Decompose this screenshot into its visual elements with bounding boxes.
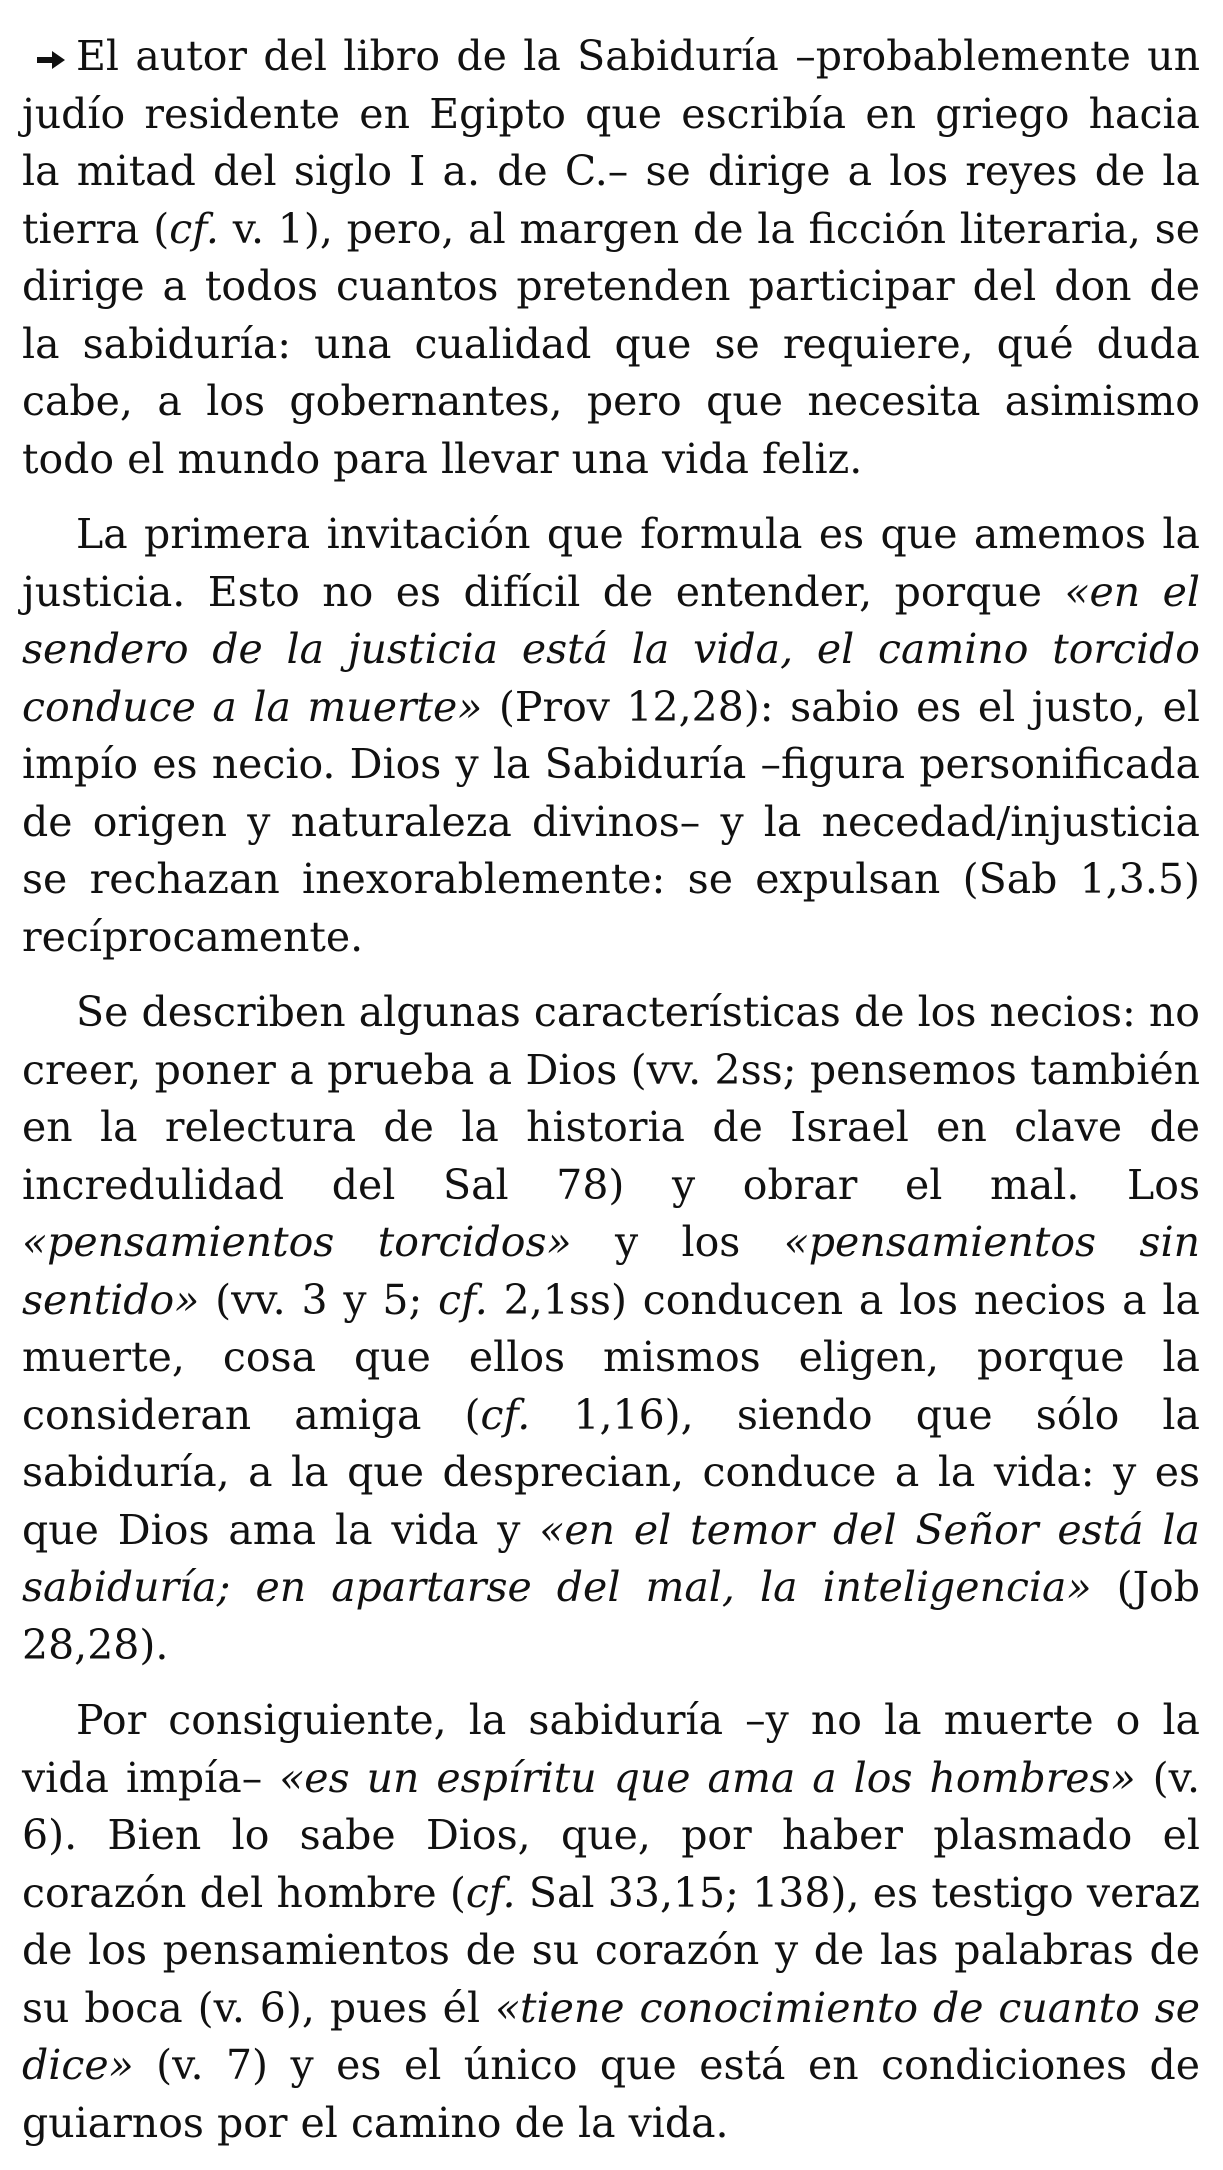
- italic-text: «en el temor del Señor está la sabiduría; en apartarse del mal, la inteligencia»: [22, 1505, 1200, 1611]
- text-run: El autor del libro de la Sabiduría –probablemente un judío residente en Egipto que escribía en griego hacia la mitad del siglo I a. de C.– se dirige a los reyes de la tierra (: [22, 32, 1200, 253]
- text-run: v. 1), pero, al margen de la ficción literaria, se dirige a todos cuantos pretenden participar del don de la sabiduría: una cualidad que se requiere, qué duda cabe, a los gobernantes, pero que necesita asimismo todo el mundo para llevar una vida feliz.: [22, 204, 1201, 483]
- paragraph-1: [22, 28, 1200, 488]
- text-run: Se describen algunas características de los necios: no creer, poner a prueba a Dios (vv. 2ss; pensemos también en la relectura de la historia de Israel en clave de incredulidad del Sal 78) y obrar el mal. Los: [22, 988, 1200, 1209]
- text-run: (Prov 12,28): sabio es el justo, el impío es necio. Dios y la Sabiduría –figura personificada de origen y naturaleza divinos– y la necedad/injusticia se rechazan inexorablemente: se expulsan (Sab 1,3.5) recíprocamente.: [22, 682, 1200, 961]
- italic-text: «tiene conocimiento de cuanto se dice»: [22, 1983, 1200, 2089]
- text-run: 1,16), siendo que sólo la sabiduría, a la que desprecian, conduce a la vida: y es que Dios ama la vida y: [22, 1390, 1200, 1554]
- text-run: (v. 7) y es el único que está en condiciones de guiarnos por el camino de la vida.: [22, 2041, 1200, 2147]
- text-run: (Job 28,28).: [22, 1563, 1200, 1669]
- text-run: y los: [571, 1218, 784, 1266]
- paragraph-3: [22, 984, 1200, 1674]
- paragraph-4: [22, 1692, 1200, 2152]
- italic-text: cf.: [480, 1390, 531, 1439]
- text-run: (v. 6). Bien lo sabe Dios, que, por haber plasmado el corazón del hombre (: [22, 1753, 1200, 1917]
- italic-text: «pensamientos sin sentido»: [22, 1218, 1200, 1324]
- text-run: Por consiguiente, la sabiduría –y no la muerte o la vida impía–: [22, 1696, 1200, 1802]
- italic-text: «es un espíritu que ama a los hombres»: [279, 1753, 1136, 1802]
- right-arrow-icon: [22, 28, 76, 86]
- italic-text: cf.: [438, 1275, 488, 1324]
- italic-text: cf.: [465, 1868, 516, 1917]
- paragraph-2: [22, 506, 1200, 966]
- italic-text: «pensamientos torcidos»: [22, 1218, 572, 1266]
- italic-text: «en el sendero de la justicia está la vida, el camino torcido conduce a la muerte»: [22, 567, 1200, 731]
- italic-text: cf.: [169, 204, 219, 253]
- text-run: La primera invitación que formula es que amemos la justicia. Esto no es difícil de entender, porque: [22, 510, 1200, 616]
- text-run: 2,1ss) conducen a los necios a la muerte, cosa que ellos mismos eligen, porque la consideran amiga (: [22, 1275, 1200, 1439]
- document-page: [22, 28, 1200, 2170]
- text-run: (vv. 3 y 5;: [199, 1275, 439, 1324]
- text-run: Sal 33,15; 138), es testigo veraz de los pensamientos de su corazón y de las palabras de su boca (v. 6), pues él: [22, 1868, 1200, 2032]
